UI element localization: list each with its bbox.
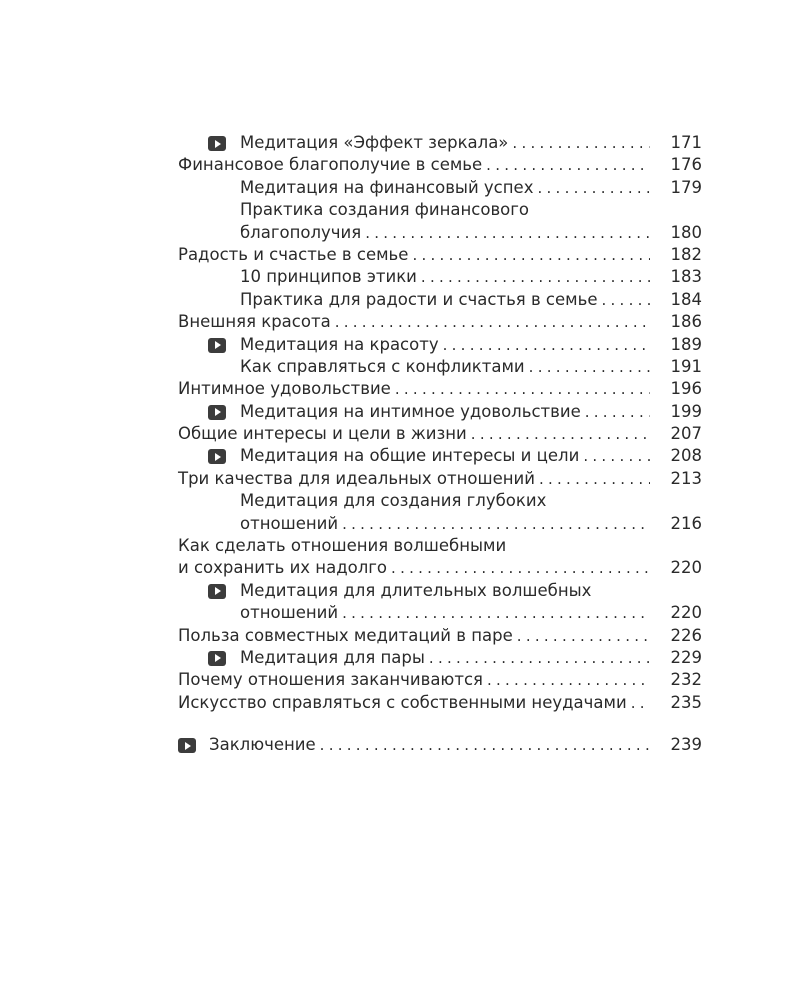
toc-entry-title: Общие интересы и цели в жизни bbox=[178, 424, 467, 444]
toc-entry-title: Медитация на красоту bbox=[240, 334, 439, 354]
page-number: 176 bbox=[670, 155, 702, 175]
toc-entry[interactable] bbox=[178, 423, 702, 445]
toc-entry-title: Интимное удовольствие bbox=[178, 379, 391, 399]
toc-entry-title: Почему отношения заканчиваются bbox=[178, 670, 483, 690]
dot-leader bbox=[320, 734, 650, 756]
toc-entry[interactable] bbox=[178, 132, 702, 154]
page-number: 208 bbox=[670, 446, 702, 466]
toc-entry[interactable] bbox=[178, 311, 702, 333]
page-number: 235 bbox=[670, 692, 702, 712]
toc-entry[interactable] bbox=[178, 199, 702, 221]
dot-leader bbox=[487, 669, 650, 691]
toc-entry-title: Как сделать отношения волшебными bbox=[178, 536, 507, 556]
toc-entry[interactable] bbox=[178, 154, 702, 176]
toc-entry[interactable] bbox=[178, 669, 702, 691]
page-number: 220 bbox=[670, 558, 702, 578]
page-number: 220 bbox=[670, 603, 702, 623]
page-number: 189 bbox=[670, 334, 702, 354]
toc-entry-title: Медитация для создания глубоких bbox=[240, 491, 547, 511]
toc-entry[interactable] bbox=[178, 647, 702, 669]
toc-entry[interactable] bbox=[178, 490, 702, 512]
dot-leader bbox=[529, 356, 650, 378]
toc-entry-title: Медитация на интимное удовольствие bbox=[240, 401, 581, 421]
toc-entry-title: Медитация на финансовый успех bbox=[240, 177, 534, 197]
page-number: 239 bbox=[670, 735, 702, 755]
dot-leader bbox=[471, 423, 650, 445]
play-icon bbox=[208, 584, 226, 599]
toc-entry-title: Финансовое благополучие в семье bbox=[178, 155, 483, 175]
toc-entry[interactable] bbox=[178, 378, 702, 400]
toc-entry[interactable] bbox=[178, 602, 702, 624]
toc-entry-title: Медитация «Эффект зеркала» bbox=[240, 132, 509, 152]
toc-entry-title: отношений bbox=[240, 603, 339, 623]
toc-entry[interactable] bbox=[178, 222, 702, 244]
dot-leader bbox=[412, 244, 650, 266]
play-icon bbox=[208, 405, 226, 420]
page-number: 182 bbox=[670, 244, 702, 264]
toc-entry[interactable] bbox=[178, 692, 702, 714]
page-number: 216 bbox=[670, 513, 702, 533]
toc-entry[interactable] bbox=[178, 266, 702, 288]
toc-entry[interactable] bbox=[178, 557, 702, 579]
dot-leader bbox=[421, 266, 650, 288]
page-number: 171 bbox=[670, 132, 702, 152]
toc-entry[interactable] bbox=[178, 580, 702, 602]
page-number: 196 bbox=[670, 379, 702, 399]
toc-entry-title: Три качества для идеальных отношений bbox=[178, 468, 535, 488]
dot-leader bbox=[365, 222, 650, 244]
dot-leader bbox=[631, 692, 650, 714]
toc-entry-title: Радость и счастье в семье bbox=[178, 244, 409, 264]
toc-entry[interactable] bbox=[178, 334, 702, 356]
dot-leader bbox=[342, 602, 650, 624]
toc-entry-title: Медитация для длительных волшебных bbox=[240, 580, 592, 600]
toc-entry[interactable] bbox=[178, 401, 702, 423]
dot-leader bbox=[443, 334, 650, 356]
dot-leader bbox=[391, 557, 650, 579]
dot-leader bbox=[486, 154, 650, 176]
toc-entry[interactable] bbox=[178, 177, 702, 199]
play-icon bbox=[208, 651, 226, 666]
toc-entry-title: Внешняя красота bbox=[178, 312, 331, 332]
dot-leader bbox=[585, 401, 650, 423]
play-icon bbox=[208, 338, 226, 353]
page-number: 199 bbox=[670, 401, 702, 421]
page-number: 207 bbox=[670, 424, 702, 444]
dot-leader bbox=[429, 647, 650, 669]
page-number: 180 bbox=[670, 222, 702, 242]
page-number: 213 bbox=[670, 468, 702, 488]
toc-entry-title: Польза совместных медитаций в паре bbox=[178, 625, 513, 645]
toc-entry[interactable] bbox=[178, 356, 702, 378]
page-number: 191 bbox=[670, 356, 702, 376]
page-number: 179 bbox=[670, 177, 702, 197]
toc-entry[interactable] bbox=[178, 734, 702, 756]
page-number: 226 bbox=[670, 625, 702, 645]
dot-leader bbox=[395, 378, 650, 400]
toc-entry[interactable] bbox=[178, 513, 702, 535]
table-of-contents bbox=[178, 132, 702, 757]
toc-entry-title: Медитация на общие интересы и цели bbox=[240, 446, 580, 466]
toc-entry-title: Практика для радости и счастья в семье bbox=[240, 289, 598, 309]
dot-leader bbox=[601, 289, 650, 311]
play-icon bbox=[208, 136, 226, 151]
dot-leader bbox=[583, 445, 650, 467]
toc-entry-title: отношений bbox=[240, 513, 339, 533]
toc-entry[interactable] bbox=[178, 535, 702, 557]
dot-leader bbox=[537, 177, 650, 199]
toc-entry-title: Искусство справляться с собственными неудачами bbox=[178, 692, 627, 712]
toc-entry-title: Как справляться с конфликтами bbox=[240, 356, 525, 376]
toc-entry-title: Практика создания финансового bbox=[240, 200, 530, 220]
dot-leader bbox=[512, 132, 650, 154]
page-number: 184 bbox=[670, 289, 702, 309]
dot-leader bbox=[335, 311, 650, 333]
toc-entry[interactable] bbox=[178, 625, 702, 647]
play-icon bbox=[178, 738, 196, 753]
page-number: 183 bbox=[670, 267, 702, 287]
toc-entry[interactable] bbox=[178, 468, 702, 490]
toc-entry-title: благополучия bbox=[240, 222, 362, 242]
toc-entry-title: 10 принципов этики bbox=[240, 267, 417, 287]
toc-entry-title: и сохранить их надолго bbox=[178, 558, 388, 578]
play-icon bbox=[208, 449, 226, 464]
dot-leader bbox=[342, 513, 650, 535]
page-number: 186 bbox=[670, 312, 702, 332]
toc-entry[interactable] bbox=[178, 445, 702, 467]
toc-entry-title: Заключение bbox=[209, 735, 316, 755]
toc-entry[interactable] bbox=[178, 289, 702, 311]
page-number: 229 bbox=[670, 647, 702, 667]
dot-leader bbox=[539, 468, 650, 490]
page-number: 232 bbox=[670, 670, 702, 690]
dot-leader bbox=[517, 625, 650, 647]
toc-entry-title: Медитация для пары bbox=[240, 647, 425, 667]
toc-entry[interactable] bbox=[178, 244, 702, 266]
